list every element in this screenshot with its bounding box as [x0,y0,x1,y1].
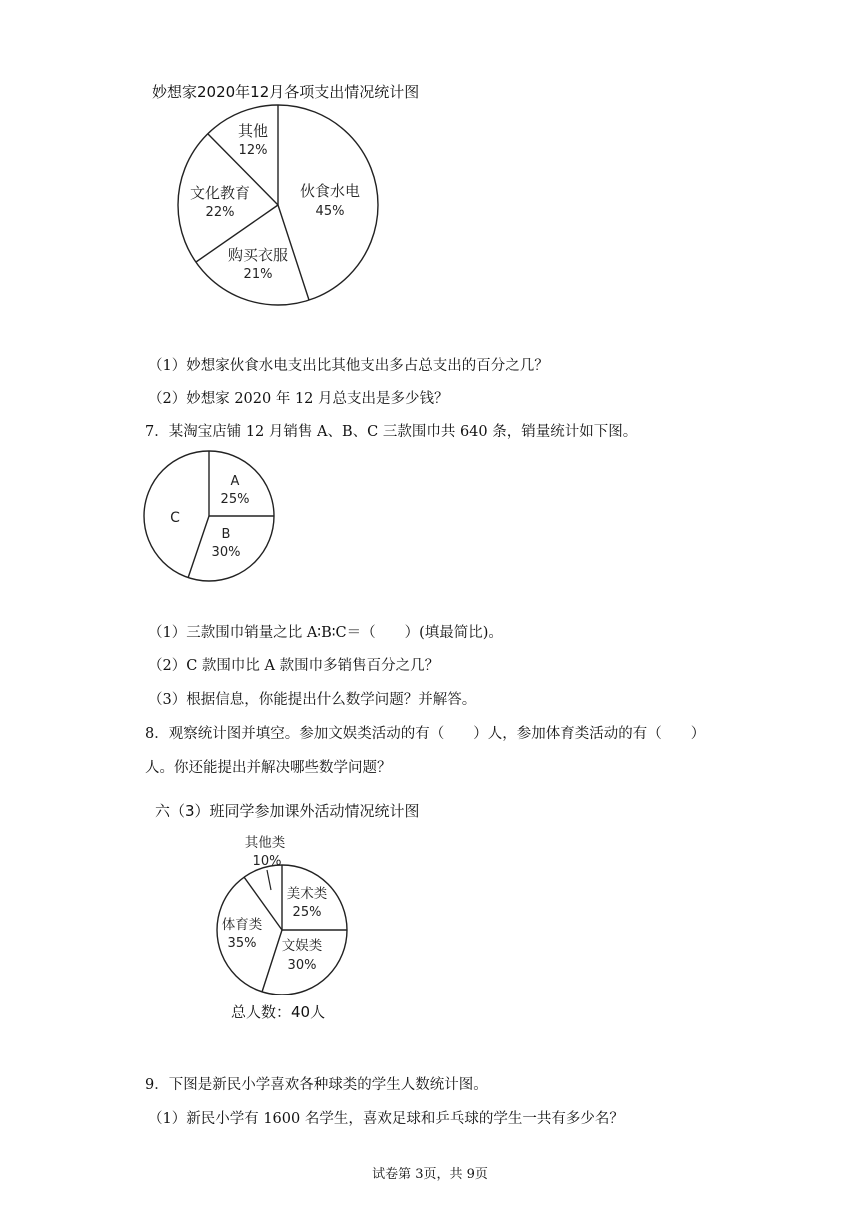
page-footer: 试卷第 3页，共 9页 [372,1167,488,1182]
chart2-pie [140,448,280,584]
q8-line2: 人。你还能提出并解决哪些数学问题？ [145,760,392,776]
chart1-slice-pct: 21% [243,267,273,282]
chart2-slice-label: B [221,527,231,542]
chart3-slice-label: 文娱类 [281,938,323,954]
q9-stem: 9．下图是新民小学喜欢各种球类的学生人数统计图。 [145,1077,488,1093]
q7-stem: 7．某淘宝店铺 12 月销售 A、B、C 三款围巾共 640 条，销量统计如下图。 [145,424,638,440]
chart3-slice-label: 美术类 [286,886,328,902]
chart1-slice-pct: 45% [315,204,345,219]
q8-line1: 8．观察统计图并填空。参加文娱类活动的有（ ）人，参加体育类活动的有（ ） [145,726,706,742]
chart2-slice-pct: 25% [220,492,250,507]
chart2-slice-label: A [230,474,240,489]
chart1-slice-label: 文化教育 [189,184,251,202]
q6-sub2: （2）妙想家 2020 年 12 月总支出是多少钱？ [148,391,449,407]
chart3-slice-label: 体育类 [221,917,263,933]
chart3-slice-pct: 35% [227,936,257,951]
chart2-slice-pct: 30% [211,545,241,560]
chart3-slice-pct: 10% [252,854,282,869]
chart2-slice-label: C [170,510,180,526]
q6-sub1: （1）妙想家伙食水电支出比其他支出多占总支出的百分之几？ [148,358,549,374]
chart1-title: 妙想家2020年12月各项支出情况统计图 [152,83,420,101]
chart3-slice-pct: 25% [292,905,322,920]
chart1-pie [170,100,390,310]
chart3-slice-pct: 30% [287,958,317,973]
chart1-slice-label: 伙食水电 [299,182,361,200]
chart3-total: 总人数：40人 [231,1003,326,1021]
chart3-title: 六（3）班同学参加课外活动情况统计图 [155,802,420,820]
q9-sub1: （1）新民小学有 1600 名学生，喜欢足球和乒乓球的学生一共有多少名？ [148,1111,624,1127]
chart3-pie [215,835,355,995]
chart1-slice-label: 购买衣服 [227,246,289,264]
q7-sub2: （2）C 款围巾比 A 款围巾多销售百分之几？ [148,658,440,674]
chart1-slice-pct: 12% [238,143,268,158]
chart3-slice-label: 其他类 [244,835,286,851]
q7-sub3: （3）根据信息，你能提出什么数学问题？并解答。 [148,692,477,708]
chart1-slice-pct: 22% [205,205,235,220]
chart1-slice-label: 其他 [237,122,269,140]
q7-sub1: （1）三款围巾销量之比 A∶B∶C＝（ ）(填最简比)。 [148,625,503,641]
